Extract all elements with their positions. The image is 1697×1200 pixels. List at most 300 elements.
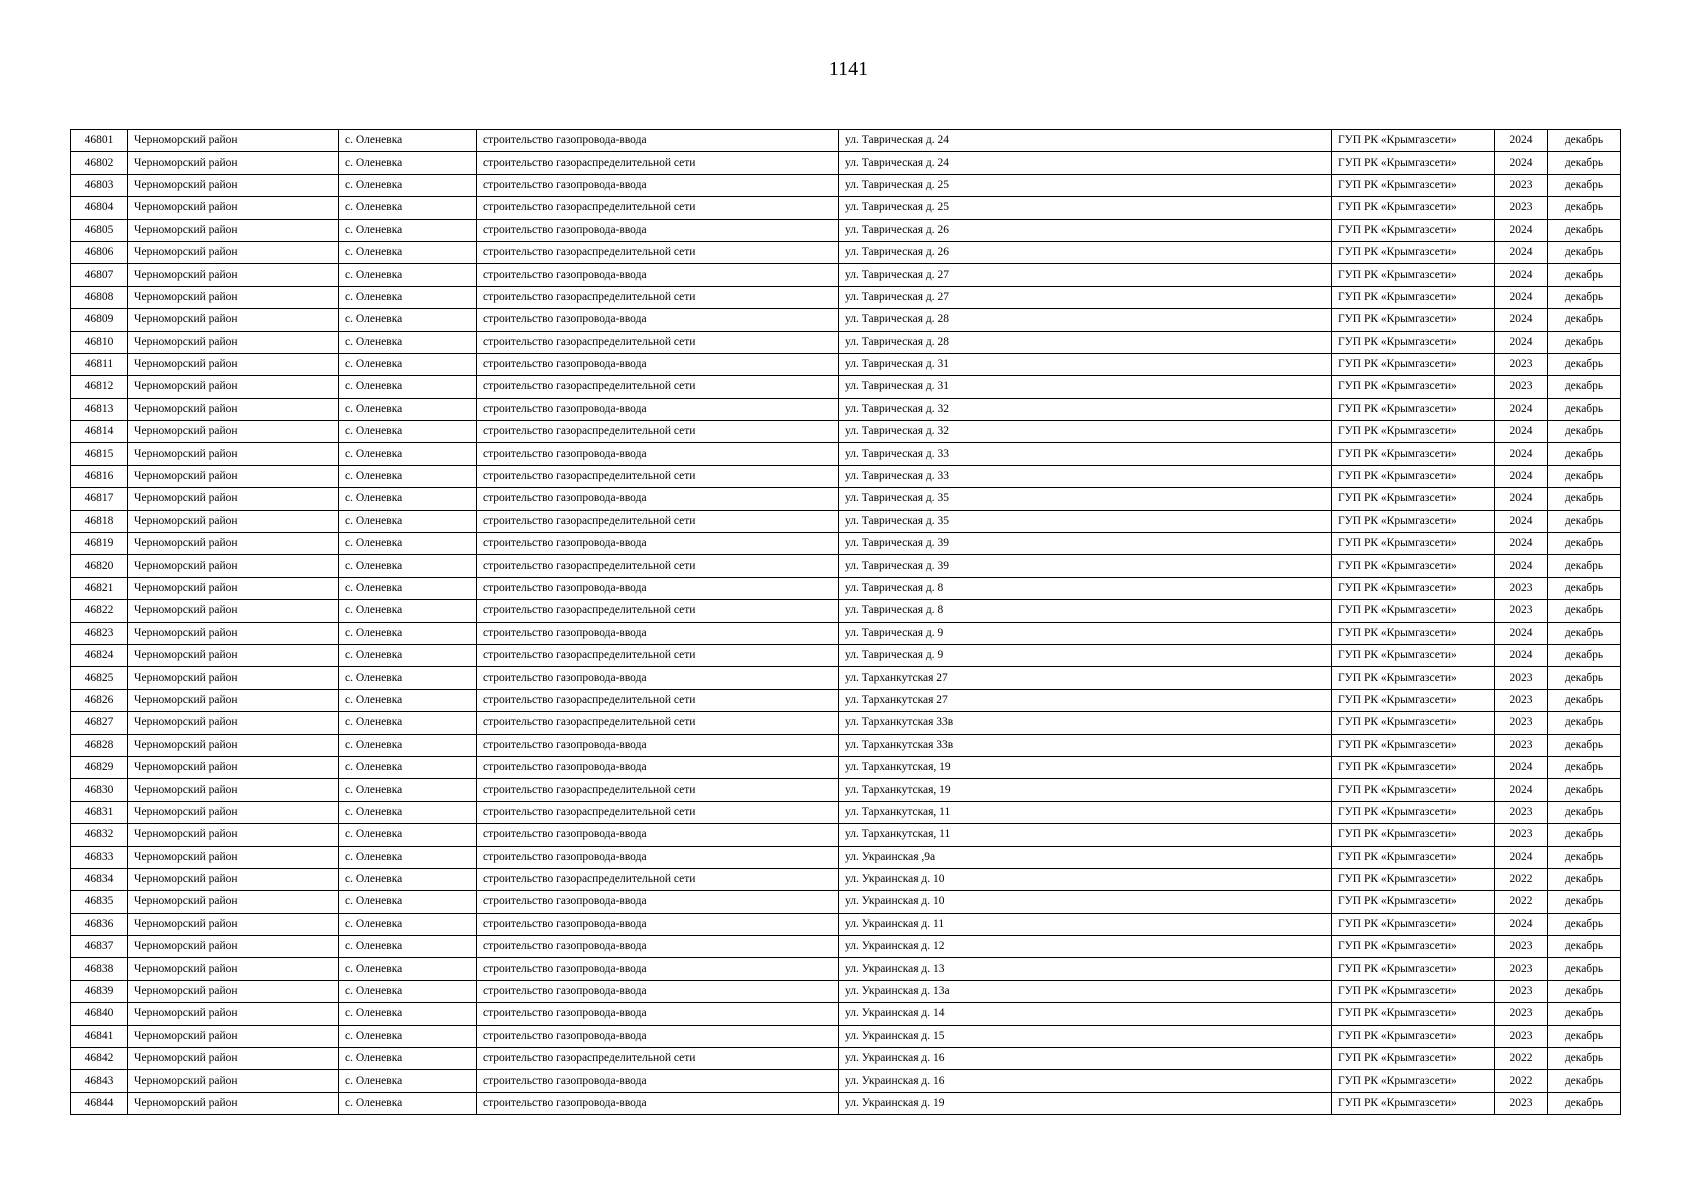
work-type-cell: строительство газораспределительной сети [477,689,839,711]
work-type-cell: строительство газораспределительной сети [477,152,839,174]
row-number-cell: 46801 [71,130,128,152]
month-cell: декабрь [1548,510,1621,532]
organization-cell: ГУП РК «Крымгазсети» [1332,376,1495,398]
row-number-cell: 46843 [71,1070,128,1092]
work-type-cell: строительство газопровода-ввода [477,846,839,868]
month-cell: декабрь [1548,689,1621,711]
work-type-cell: строительство газопровода-ввода [477,667,839,689]
address-cell: ул. Украинская д. 11 [839,913,1332,935]
district-cell: Черноморский район [128,510,339,532]
month-cell: декабрь [1548,533,1621,555]
address-cell: ул. Тарханкутская 33в [839,712,1332,734]
year-cell: 2022 [1495,1048,1548,1070]
organization-cell: ГУП РК «Крымгазсети» [1332,174,1495,196]
table-row [71,510,1621,532]
address-cell: ул. Таврическая д. 39 [839,555,1332,577]
address-cell: ул. Тарханкутская, 11 [839,801,1332,823]
district-cell: Черноморский район [128,443,339,465]
year-cell: 2023 [1495,577,1548,599]
address-cell: ул. Таврическая д. 31 [839,353,1332,375]
month-cell: декабрь [1548,667,1621,689]
work-type-cell: строительство газораспределительной сети [477,868,839,890]
district-cell: Черноморский район [128,824,339,846]
district-cell: Черноморский район [128,1025,339,1047]
table-row [71,644,1621,666]
settlement-cell: с. Оленевка [339,152,477,174]
organization-cell: ГУП РК «Крымгазсети» [1332,712,1495,734]
month-cell: декабрь [1548,936,1621,958]
work-type-cell: строительство газораспределительной сети [477,197,839,219]
settlement-cell: с. Оленевка [339,891,477,913]
settlement-cell: с. Оленевка [339,241,477,263]
district-cell: Черноморский район [128,152,339,174]
year-cell: 2024 [1495,398,1548,420]
row-number-cell: 46830 [71,779,128,801]
row-number-cell: 46821 [71,577,128,599]
work-type-cell: строительство газораспределительной сети [477,600,839,622]
settlement-cell: с. Оленевка [339,331,477,353]
organization-cell: ГУП РК «Крымгазсети» [1332,533,1495,555]
settlement-cell: с. Оленевка [339,264,477,286]
row-number-cell: 46806 [71,241,128,263]
table-body [71,130,1621,1115]
work-type-cell: строительство газопровода-ввода [477,443,839,465]
year-cell: 2023 [1495,980,1548,1002]
row-number-cell: 46816 [71,465,128,487]
organization-cell: ГУП РК «Крымгазсети» [1332,510,1495,532]
table-row [71,555,1621,577]
settlement-cell: с. Оленевка [339,1025,477,1047]
table-row [71,286,1621,308]
table-row [71,1092,1621,1114]
address-cell: ул. Таврическая д. 27 [839,264,1332,286]
work-type-cell: строительство газораспределительной сети [477,465,839,487]
address-cell: ул. Таврическая д. 28 [839,331,1332,353]
district-cell: Черноморский район [128,398,339,420]
settlement-cell: с. Оленевка [339,1070,477,1092]
district-cell: Черноморский район [128,1048,339,1070]
row-number-cell: 46828 [71,734,128,756]
organization-cell: ГУП РК «Крымгазсети» [1332,891,1495,913]
address-cell: ул. Таврическая д. 8 [839,600,1332,622]
work-type-cell: строительство газораспределительной сети [477,712,839,734]
organization-cell: ГУП РК «Крымгазсети» [1332,286,1495,308]
district-cell: Черноморский район [128,264,339,286]
month-cell: декабрь [1548,398,1621,420]
table-row [71,712,1621,734]
organization-cell: ГУП РК «Крымгазсети» [1332,600,1495,622]
row-number-cell: 46831 [71,801,128,823]
address-cell: ул. Тарханкутская, 11 [839,824,1332,846]
settlement-cell: с. Оленевка [339,846,477,868]
settlement-cell: с. Оленевка [339,353,477,375]
organization-cell: ГУП РК «Крымгазсети» [1332,488,1495,510]
month-cell: декабрь [1548,846,1621,868]
work-type-cell: строительство газопровода-ввода [477,577,839,599]
row-number-cell: 46829 [71,756,128,778]
settlement-cell: с. Оленевка [339,734,477,756]
organization-cell: ГУП РК «Крымгазсети» [1332,936,1495,958]
district-cell: Черноморский район [128,353,339,375]
row-number-cell: 46808 [71,286,128,308]
address-cell: ул. Тарханкутская 27 [839,689,1332,711]
address-cell: ул. Украинская д. 14 [839,1003,1332,1025]
work-type-cell: строительство газопровода-ввода [477,533,839,555]
year-cell: 2024 [1495,152,1548,174]
work-type-cell: строительство газопровода-ввода [477,824,839,846]
table-row [71,398,1621,420]
settlement-cell: с. Оленевка [339,756,477,778]
year-cell: 2024 [1495,555,1548,577]
month-cell: декабрь [1548,376,1621,398]
table-row [71,241,1621,263]
table-row [71,264,1621,286]
month-cell: декабрь [1548,980,1621,1002]
month-cell: декабрь [1548,443,1621,465]
address-cell: ул. Тарханкутская, 19 [839,756,1332,778]
organization-cell: ГУП РК «Крымгазсети» [1332,309,1495,331]
row-number-cell: 46818 [71,510,128,532]
work-type-cell: строительство газопровода-ввода [477,309,839,331]
year-cell: 2024 [1495,846,1548,868]
month-cell: декабрь [1548,958,1621,980]
address-cell: ул. Украинская д. 12 [839,936,1332,958]
year-cell: 2023 [1495,958,1548,980]
table-row [71,980,1621,1002]
work-type-cell: строительство газораспределительной сети [477,644,839,666]
row-number-cell: 46833 [71,846,128,868]
organization-cell: ГУП РК «Крымгазсети» [1332,644,1495,666]
table-row [71,868,1621,890]
year-cell: 2024 [1495,533,1548,555]
work-type-cell: строительство газопровода-ввода [477,264,839,286]
month-cell: декабрь [1548,712,1621,734]
month-cell: декабрь [1548,197,1621,219]
month-cell: декабрь [1548,219,1621,241]
table-row [71,600,1621,622]
row-number-cell: 46810 [71,331,128,353]
month-cell: декабрь [1548,1003,1621,1025]
month-cell: декабрь [1548,1070,1621,1092]
district-cell: Черноморский район [128,421,339,443]
year-cell: 2024 [1495,644,1548,666]
settlement-cell: с. Оленевка [339,779,477,801]
organization-cell: ГУП РК «Крымгазсети» [1332,1048,1495,1070]
organization-cell: ГУП РК «Крымгазсети» [1332,465,1495,487]
row-number-cell: 46842 [71,1048,128,1070]
year-cell: 2023 [1495,689,1548,711]
organization-cell: ГУП РК «Крымгазсети» [1332,846,1495,868]
district-cell: Черноморский район [128,779,339,801]
address-cell: ул. Тарханкутская, 19 [839,779,1332,801]
work-type-cell: строительство газопровода-ввода [477,488,839,510]
organization-cell: ГУП РК «Крымгазсети» [1332,756,1495,778]
work-type-cell: строительство газопровода-ввода [477,1070,839,1092]
row-number-cell: 46805 [71,219,128,241]
work-type-cell: строительство газораспределительной сети [477,779,839,801]
settlement-cell: с. Оленевка [339,936,477,958]
settlement-cell: с. Оленевка [339,1092,477,1114]
settlement-cell: с. Оленевка [339,577,477,599]
settlement-cell: с. Оленевка [339,1003,477,1025]
address-cell: ул. Таврическая д. 39 [839,533,1332,555]
table-row [71,219,1621,241]
year-cell: 2024 [1495,443,1548,465]
settlement-cell: с. Оленевка [339,824,477,846]
row-number-cell: 46817 [71,488,128,510]
row-number-cell: 46813 [71,398,128,420]
address-cell: ул. Таврическая д. 25 [839,174,1332,196]
work-type-cell: строительство газопровода-ввода [477,1092,839,1114]
month-cell: декабрь [1548,241,1621,263]
table-row [71,488,1621,510]
settlement-cell: с. Оленевка [339,958,477,980]
year-cell: 2023 [1495,667,1548,689]
month-cell: декабрь [1548,1025,1621,1047]
district-cell: Черноморский район [128,980,339,1002]
settlement-cell: с. Оленевка [339,219,477,241]
data-table [70,129,1621,1115]
address-cell: ул. Украинская д. 10 [839,868,1332,890]
work-type-cell: строительство газопровода-ввода [477,913,839,935]
table-row [71,1070,1621,1092]
table-row [71,891,1621,913]
row-number-cell: 46820 [71,555,128,577]
district-cell: Черноморский район [128,465,339,487]
month-cell: декабрь [1548,152,1621,174]
organization-cell: ГУП РК «Крымгазсети» [1332,1070,1495,1092]
work-type-cell: строительство газопровода-ввода [477,398,839,420]
address-cell: ул. Таврическая д. 26 [839,241,1332,263]
settlement-cell: с. Оленевка [339,689,477,711]
work-type-cell: строительство газопровода-ввода [477,734,839,756]
year-cell: 2023 [1495,801,1548,823]
address-cell: ул. Таврическая д. 35 [839,488,1332,510]
row-number-cell: 46834 [71,868,128,890]
year-cell: 2024 [1495,622,1548,644]
address-cell: ул. Украинская д. 13 [839,958,1332,980]
organization-cell: ГУП РК «Крымгазсети» [1332,577,1495,599]
month-cell: декабрь [1548,555,1621,577]
address-cell: ул. Таврическая д. 32 [839,398,1332,420]
organization-cell: ГУП РК «Крымгазсети» [1332,801,1495,823]
row-number-cell: 46827 [71,712,128,734]
organization-cell: ГУП РК «Крымгазсети» [1332,1092,1495,1114]
month-cell: декабрь [1548,130,1621,152]
year-cell: 2023 [1495,1025,1548,1047]
month-cell: декабрь [1548,756,1621,778]
month-cell: декабрь [1548,891,1621,913]
year-cell: 2024 [1495,465,1548,487]
organization-cell: ГУП РК «Крымгазсети» [1332,152,1495,174]
row-number-cell: 46819 [71,533,128,555]
row-number-cell: 46815 [71,443,128,465]
organization-cell: ГУП РК «Крымгазсети» [1332,824,1495,846]
month-cell: декабрь [1548,286,1621,308]
district-cell: Черноморский район [128,734,339,756]
year-cell: 2024 [1495,286,1548,308]
month-cell: декабрь [1548,1092,1621,1114]
year-cell: 2023 [1495,353,1548,375]
district-cell: Черноморский район [128,488,339,510]
organization-cell: ГУП РК «Крымгазсети» [1332,443,1495,465]
year-cell: 2024 [1495,510,1548,532]
address-cell: ул. Таврическая д. 24 [839,152,1332,174]
month-cell: декабрь [1548,913,1621,935]
year-cell: 2023 [1495,174,1548,196]
month-cell: декабрь [1548,734,1621,756]
address-cell: ул. Тарханкутская 33в [839,734,1332,756]
table-row [71,421,1621,443]
year-cell: 2024 [1495,130,1548,152]
settlement-cell: с. Оленевка [339,712,477,734]
work-type-cell: строительство газораспределительной сети [477,376,839,398]
year-cell: 2023 [1495,197,1548,219]
page-number: 1141 [828,58,869,80]
settlement-cell: с. Оленевка [339,376,477,398]
settlement-cell: с. Оленевка [339,465,477,487]
settlement-cell: с. Оленевка [339,1048,477,1070]
address-cell: ул. Таврическая д. 31 [839,376,1332,398]
row-number-cell: 46811 [71,353,128,375]
month-cell: декабрь [1548,1048,1621,1070]
row-number-cell: 46838 [71,958,128,980]
year-cell: 2024 [1495,421,1548,443]
table-row [71,779,1621,801]
row-number-cell: 46804 [71,197,128,219]
table-row [71,174,1621,196]
settlement-cell: с. Оленевка [339,443,477,465]
table-row [71,756,1621,778]
district-cell: Черноморский район [128,331,339,353]
row-number-cell: 46824 [71,644,128,666]
work-type-cell: строительство газораспределительной сети [477,801,839,823]
year-cell: 2023 [1495,936,1548,958]
address-cell: ул. Таврическая д. 25 [839,197,1332,219]
work-type-cell: строительство газопровода-ввода [477,958,839,980]
table-row [71,130,1621,152]
row-number-cell: 46814 [71,421,128,443]
organization-cell: ГУП РК «Крымгазсети» [1332,197,1495,219]
work-type-cell: строительство газораспределительной сети [477,555,839,577]
month-cell: декабрь [1548,488,1621,510]
month-cell: декабрь [1548,174,1621,196]
year-cell: 2024 [1495,331,1548,353]
district-cell: Черноморский район [128,130,339,152]
settlement-cell: с. Оленевка [339,555,477,577]
row-number-cell: 46832 [71,824,128,846]
year-cell: 2023 [1495,712,1548,734]
row-number-cell: 46823 [71,622,128,644]
work-type-cell: строительство газораспределительной сети [477,331,839,353]
organization-cell: ГУП РК «Крымгазсети» [1332,398,1495,420]
district-cell: Черноморский район [128,286,339,308]
work-type-cell: строительство газопровода-ввода [477,936,839,958]
work-type-cell: строительство газораспределительной сети [477,510,839,532]
settlement-cell: с. Оленевка [339,533,477,555]
work-type-cell: строительство газопровода-ввода [477,130,839,152]
address-cell: ул. Таврическая д. 8 [839,577,1332,599]
work-type-cell: строительство газопровода-ввода [477,353,839,375]
month-cell: декабрь [1548,465,1621,487]
table-row [71,958,1621,980]
address-cell: ул. Украинская д. 10 [839,891,1332,913]
organization-cell: ГУП РК «Крымгазсети» [1332,219,1495,241]
month-cell: декабрь [1548,779,1621,801]
district-cell: Черноморский район [128,577,339,599]
settlement-cell: с. Оленевка [339,644,477,666]
settlement-cell: с. Оленевка [339,510,477,532]
settlement-cell: с. Оленевка [339,174,477,196]
row-number-cell: 46803 [71,174,128,196]
district-cell: Черноморский район [128,958,339,980]
district-cell: Черноморский район [128,913,339,935]
organization-cell: ГУП РК «Крымгазсети» [1332,667,1495,689]
work-type-cell: строительство газопровода-ввода [477,219,839,241]
row-number-cell: 46839 [71,980,128,1002]
settlement-cell: с. Оленевка [339,913,477,935]
table-row [71,936,1621,958]
table-row [71,465,1621,487]
table-row [71,801,1621,823]
month-cell: декабрь [1548,622,1621,644]
organization-cell: ГУП РК «Крымгазсети» [1332,421,1495,443]
month-cell: декабрь [1548,353,1621,375]
organization-cell: ГУП РК «Крымгазсети» [1332,241,1495,263]
organization-cell: ГУП РК «Крымгазсети» [1332,264,1495,286]
address-cell: ул. Таврическая д. 27 [839,286,1332,308]
settlement-cell: с. Оленевка [339,309,477,331]
table-row [71,331,1621,353]
district-cell: Черноморский район [128,667,339,689]
district-cell: Черноморский район [128,1092,339,1114]
district-cell: Черноморский район [128,846,339,868]
address-cell: ул. Тарханкутская 27 [839,667,1332,689]
month-cell: декабрь [1548,868,1621,890]
row-number-cell: 46802 [71,152,128,174]
year-cell: 2024 [1495,779,1548,801]
organization-cell: ГУП РК «Крымгазсети» [1332,980,1495,1002]
row-number-cell: 46826 [71,689,128,711]
work-type-cell: строительство газораспределительной сети [477,1048,839,1070]
table-row [71,376,1621,398]
year-cell: 2023 [1495,1092,1548,1114]
address-cell: ул. Таврическая д. 28 [839,309,1332,331]
settlement-cell: с. Оленевка [339,868,477,890]
row-number-cell: 46840 [71,1003,128,1025]
settlement-cell: с. Оленевка [339,488,477,510]
row-number-cell: 46841 [71,1025,128,1047]
district-cell: Черноморский район [128,241,339,263]
organization-cell: ГУП РК «Крымгазсети» [1332,555,1495,577]
row-number-cell: 46807 [71,264,128,286]
work-type-cell: строительство газопровода-ввода [477,1003,839,1025]
row-number-cell: 46822 [71,600,128,622]
work-type-cell: строительство газопровода-ввода [477,622,839,644]
table-row [71,577,1621,599]
organization-cell: ГУП РК «Крымгазсети» [1332,622,1495,644]
table-row [71,846,1621,868]
year-cell: 2022 [1495,1070,1548,1092]
district-cell: Черноморский район [128,756,339,778]
settlement-cell: с. Оленевка [339,197,477,219]
address-cell: ул. Украинская д. 16 [839,1070,1332,1092]
year-cell: 2023 [1495,734,1548,756]
month-cell: декабрь [1548,644,1621,666]
month-cell: декабрь [1548,331,1621,353]
organization-cell: ГУП РК «Крымгазсети» [1332,779,1495,801]
district-cell: Черноморский район [128,1070,339,1092]
